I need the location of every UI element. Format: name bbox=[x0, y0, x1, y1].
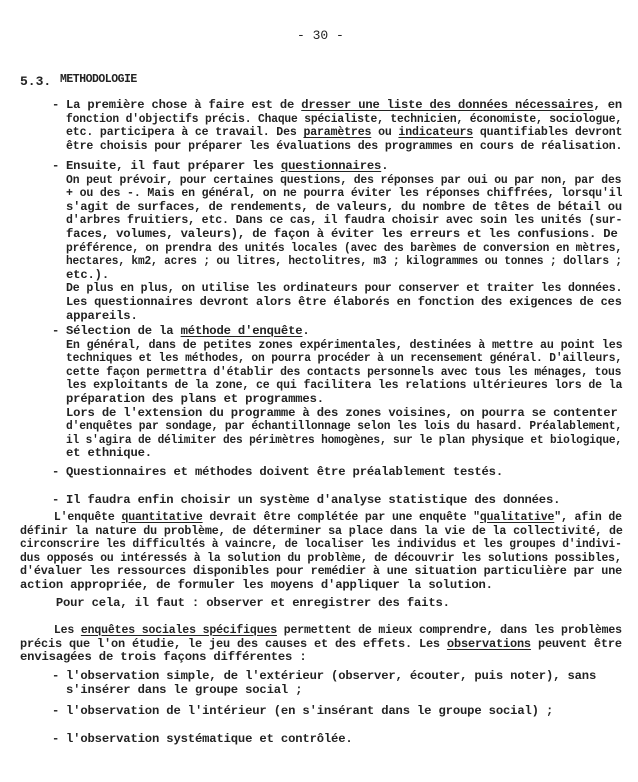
page-number: - 30 - bbox=[297, 28, 344, 43]
text-line: s'agit de surfaces, de rendements, de valeurs, du nombre de têtes de bétail ou bbox=[66, 199, 622, 214]
text-line: d'évaluer les ressources disponibles pour remédier à une situation particulière par une bbox=[20, 564, 623, 579]
text-line: Sélection de la méthode d'enquête. bbox=[66, 324, 310, 338]
underlined-term: paramètres bbox=[303, 125, 372, 140]
text-line: les exploitants de la zone, ce qui facilitera les relations ultérieures lors de la bbox=[66, 378, 623, 393]
text-line: fonction d'objectifs précis. Chaque spécialiste, technicien, économiste, sociologue, bbox=[66, 111, 623, 126]
bullet-dash: - bbox=[52, 324, 60, 338]
section-title: METHODOLOGIE bbox=[60, 73, 137, 86]
text-line: action appropriée, de formuler les moyens d'appliquer la solution. bbox=[20, 578, 493, 592]
bullet-dash: - bbox=[52, 732, 60, 746]
text-line: La première chose à faire est de dresser une liste des données nécessaires, en bbox=[66, 98, 622, 112]
text-line: et ethnique. bbox=[66, 446, 152, 461]
text-line: il s'agira de délimiter des périmètres homogènes, sur le plan physique et biologique, bbox=[66, 432, 622, 447]
text-line: Les enquêtes sociales spécifiques permettent de mieux comprendre, dans les problèmes bbox=[20, 623, 622, 637]
underlined-term: enquêtes sociales spécifiques bbox=[80, 623, 277, 637]
text-line: précis que l'on étudie, le jeu des causes et des effets. Les observations peuvent être bbox=[20, 636, 622, 651]
text-line: appareils. bbox=[66, 308, 138, 323]
text-line: l'observation simple, de l'extérieur (observer, écouter, puis noter), sans bbox=[66, 669, 597, 683]
text-line: De plus en plus, on utilise les ordinateurs pour conserver et traiter les données. bbox=[66, 281, 623, 296]
bullet-dash: - bbox=[52, 704, 60, 718]
underlined-term: méthode d'enquête bbox=[180, 324, 303, 338]
text-line: être choisis pour préparer les évaluations des programmes en cours de réalisation. bbox=[66, 138, 623, 153]
text-line: envisagées de trois façons différentes : bbox=[20, 650, 307, 665]
text-line: circonscrire les difficultés à vaincre, de localiser les individus et les groupes d'indivi- bbox=[20, 537, 622, 552]
text-line: dus opposés ou intéressés à la solution du problème, de découvrir les solutions possibles, bbox=[20, 550, 622, 565]
bullet-dash: - bbox=[52, 465, 60, 479]
text-line: Les questionnaires devront alors être élaborés en fonction des exigences de ces bbox=[66, 295, 622, 309]
text-line: Ensuite, il faut préparer les questionnaires. bbox=[66, 159, 389, 173]
text-line: etc. participera à ce travail. Des paramètres ou indicateurs quantifiables devront bbox=[66, 125, 623, 140]
text-line: Questionnaires et méthodes doivent être préalablement testés. bbox=[66, 465, 503, 479]
underlined-term: dresser une liste des données nécessaires bbox=[301, 98, 594, 112]
bullet-dash: - bbox=[52, 669, 60, 683]
section-number: 5.3. bbox=[20, 74, 52, 89]
underlined-term: observations bbox=[446, 636, 531, 651]
text-line: d'enquêtes par sondage, par échantillonnage selon les lois du hasard. Préalablement, bbox=[66, 419, 623, 434]
underlined-term: qualitative bbox=[479, 510, 555, 524]
text-line: Lors de l'extension du programme à des zones voisines, on pourra se contenter bbox=[66, 405, 618, 420]
text-line: d'arbres fruitiers, etc. Dans ce cas, il faudra choisir avec soin les unités (sur- bbox=[66, 213, 623, 228]
text-line: hectares, km2, acres ; ou litres, hectolitres, m3 ; kilogrammes ou tonnes ; dollars ; bbox=[66, 254, 622, 269]
bullet-dash: - bbox=[52, 159, 60, 173]
bullet-dash: - bbox=[52, 493, 60, 507]
text-line: On peut prévoir, pour certaines questions, des réponses par oui ou par non, par des bbox=[66, 172, 622, 187]
underlined-term: indicateurs bbox=[398, 125, 474, 140]
text-line: En général, dans de petites zones expérimentales, destinées à mettre au point les bbox=[66, 337, 623, 352]
text-line: Il faudra enfin choisir un système d'analyse statistique des données. bbox=[66, 493, 561, 507]
text-line: cette façon permettra d'établir des contacts personnels avec tous les ménages, tous bbox=[66, 364, 622, 379]
underlined-term: quantitative bbox=[121, 510, 203, 524]
text-line: préparation des plans et programmes. bbox=[66, 392, 324, 406]
underlined-term: questionnaires bbox=[280, 159, 382, 173]
text-line: techniques et les méthodes, on pourra procéder à un recensement général. D'ailleurs, bbox=[66, 351, 623, 366]
text-line: l'observation systématique et contrôlée. bbox=[66, 732, 353, 746]
text-line: Pour cela, il faut : observer et enregistrer des faits. bbox=[20, 596, 450, 610]
text-line: + ou des -. Mais en général, on ne pourra éviter les réponses chiffrées, lorsqu'il bbox=[66, 186, 623, 201]
text-line: s'insérer dans le groupe social ; bbox=[66, 682, 303, 697]
text-line: faces, volumes, valeurs), de façon à éviter les erreurs et les confusions. De bbox=[66, 227, 618, 241]
text-line: etc.). bbox=[66, 267, 109, 282]
text-line: définir la nature du problème, de déterminer sa place dans la vie de la collectivité, de bbox=[20, 523, 623, 538]
text-line: L'enquête quantitative devrait être complétée par une enquête "qualitative", afin de bbox=[20, 510, 622, 524]
text-line: l'observation de l'intérieur (en s'insérant dans le groupe social) ; bbox=[66, 704, 554, 718]
bullet-dash: - bbox=[52, 98, 60, 112]
text-line: préférence, on prendra des unités locales (avec des barèmes de conversion en mètres, bbox=[66, 240, 623, 255]
